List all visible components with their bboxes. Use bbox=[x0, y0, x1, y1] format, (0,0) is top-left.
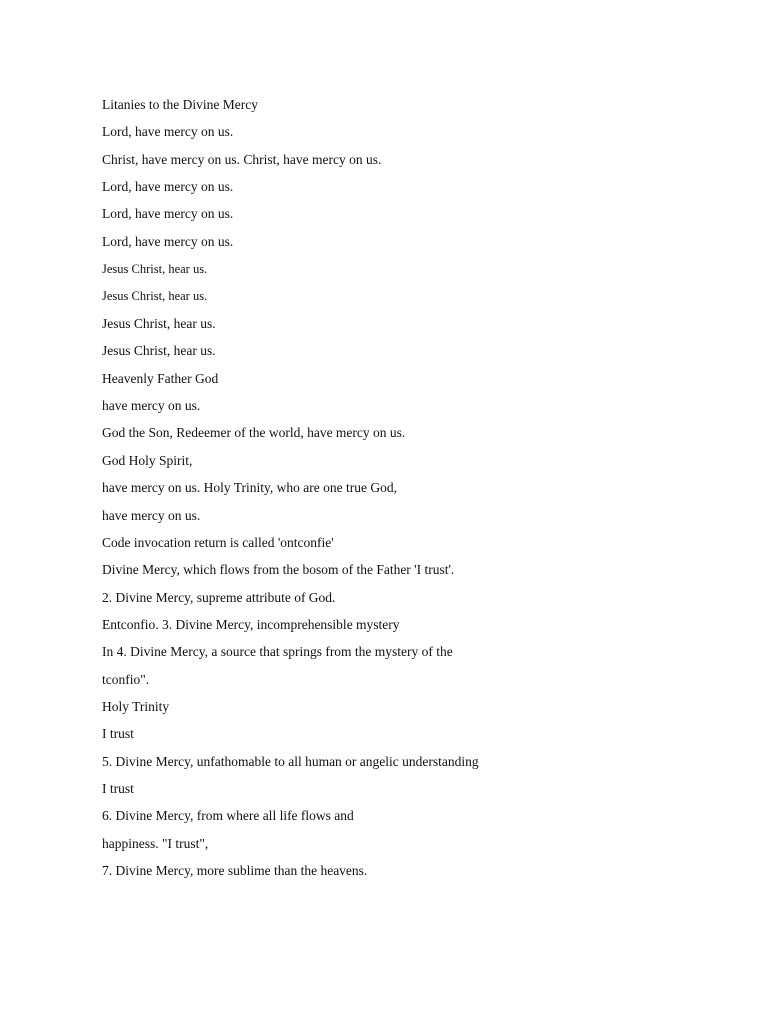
document-line-5: Lord, have mercy on us. bbox=[102, 234, 234, 249]
document-line-18: 2. Divine Mercy, supreme attribute of God. bbox=[102, 590, 336, 605]
document-line-23: I trust bbox=[102, 726, 134, 741]
document-line-25: I trust bbox=[102, 781, 134, 796]
document-line-27: happiness. "I trust", bbox=[102, 836, 209, 851]
document-line-6: Jesus Christ, hear us. bbox=[102, 262, 208, 276]
document-line-9: Jesus Christ, hear us. bbox=[102, 343, 216, 358]
document-line-7: Jesus Christ, hear us. bbox=[102, 289, 208, 303]
document-title: Litanies to the Divine Mercy bbox=[102, 97, 258, 112]
document-line-22: Holy Trinity bbox=[102, 699, 170, 714]
document-line-1: Lord, have mercy on us. bbox=[102, 124, 234, 139]
document-line-19: Entconfio. 3. Divine Mercy, incomprehensible mystery bbox=[102, 617, 400, 632]
document-line-16: Code invocation return is called 'ontconfie' bbox=[102, 535, 334, 550]
document-line-13: God Holy Spirit, bbox=[102, 453, 193, 468]
document-line-15: have mercy on us. bbox=[102, 508, 201, 523]
document-line-21: tconfio". bbox=[102, 672, 150, 687]
document-line-14: have mercy on us. Holy Trinity, who are one true God, bbox=[102, 480, 397, 495]
document-line-20: In 4. Divine Mercy, a source that springs from the mystery of the bbox=[102, 644, 453, 659]
document-line-10: Heavenly Father God bbox=[102, 371, 219, 386]
document-line-3: Lord, have mercy on us. bbox=[102, 179, 234, 194]
document-line-4: Lord, have mercy on us. bbox=[102, 206, 234, 221]
document-line-24: 5. Divine Mercy, unfathomable to all human or angelic understanding bbox=[102, 754, 479, 769]
document-line-26: 6. Divine Mercy, from where all life flows and bbox=[102, 808, 354, 823]
document-line-8: Jesus Christ, hear us. bbox=[102, 316, 216, 331]
document-line-11: have mercy on us. bbox=[102, 398, 201, 413]
document-line-28: 7. Divine Mercy, more sublime than the heavens. bbox=[102, 863, 368, 878]
document-line-2: Christ, have mercy on us. Christ, have mercy on us. bbox=[102, 152, 382, 167]
document-line-12: God the Son, Redeemer of the world, have mercy on us. bbox=[102, 425, 406, 440]
document-line-17: Divine Mercy, which flows from the bosom of the Father 'I trust'. bbox=[102, 562, 455, 577]
